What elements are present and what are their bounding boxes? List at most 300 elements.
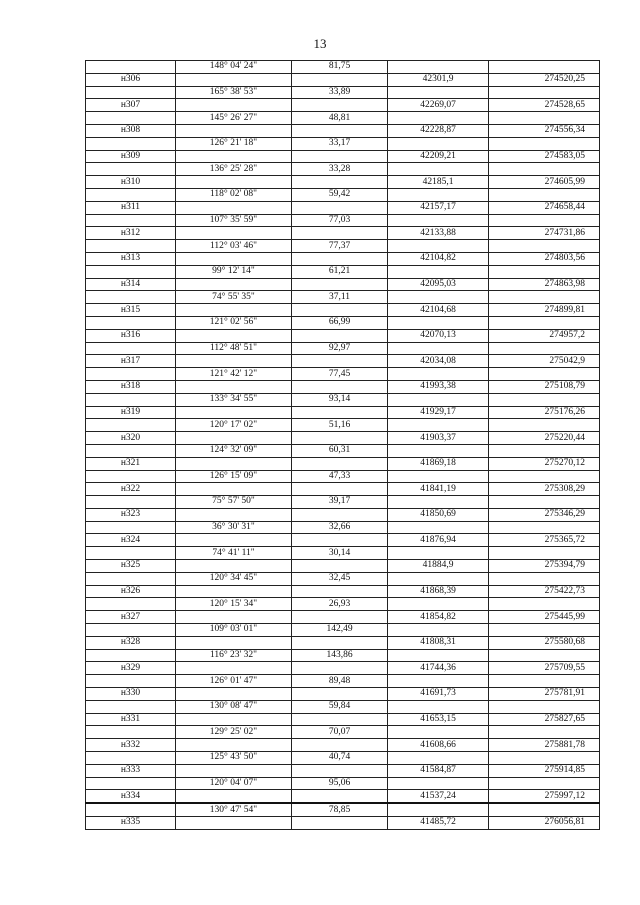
x-coordinate-cell: [388, 752, 489, 765]
point-number-cell: н333: [86, 764, 176, 777]
x-coordinate-cell: 41584,87: [388, 764, 489, 777]
table-row: [86, 240, 600, 253]
table-row: [86, 444, 600, 457]
distance-cell: [292, 688, 388, 701]
point-number-cell: [86, 265, 176, 278]
point-number-cell: [86, 291, 176, 304]
y-coordinate-cell: [489, 368, 600, 381]
point-number-cell: н313: [86, 252, 176, 265]
table-row: [86, 675, 600, 688]
table-row: [86, 572, 600, 585]
point-number-cell: н314: [86, 278, 176, 291]
distance-cell: [292, 764, 388, 777]
point-number-cell: [86, 444, 176, 457]
table-row: [86, 636, 600, 649]
x-coordinate-cell: [388, 393, 489, 406]
direction-angle-cell: [176, 201, 292, 214]
direction-angle-cell: 112° 48' 51": [176, 342, 292, 355]
y-coordinate-cell: [489, 547, 600, 560]
point-number-cell: н308: [86, 124, 176, 137]
y-coordinate-cell: 275422,73: [489, 585, 600, 598]
distance-cell: 40,74: [292, 752, 388, 765]
y-coordinate-cell: [489, 342, 600, 355]
x-coordinate-cell: 41744,36: [388, 662, 489, 675]
distance-cell: [292, 176, 388, 189]
distance-cell: 33,28: [292, 163, 388, 176]
table-row: [86, 99, 600, 112]
y-coordinate-cell: 276056,81: [489, 817, 600, 830]
distance-cell: [292, 739, 388, 752]
y-coordinate-cell: [489, 649, 600, 662]
direction-angle-cell: 120° 17' 02": [176, 419, 292, 432]
direction-angle-cell: [176, 304, 292, 317]
direction-angle-cell: 116° 23' 32": [176, 649, 292, 662]
point-number-cell: н325: [86, 560, 176, 573]
y-coordinate-cell: [489, 419, 600, 432]
distance-cell: 89,48: [292, 675, 388, 688]
table-row: [86, 393, 600, 406]
direction-angle-cell: 121° 02' 56": [176, 316, 292, 329]
table-row: [86, 252, 600, 265]
point-number-cell: [86, 624, 176, 637]
direction-angle-cell: [176, 817, 292, 830]
point-number-cell: [86, 803, 176, 816]
table-row: [86, 278, 600, 291]
x-coordinate-cell: [388, 470, 489, 483]
x-coordinate-cell: 42034,08: [388, 355, 489, 368]
table-row: [86, 752, 600, 765]
y-coordinate-cell: [489, 86, 600, 99]
direction-angle-cell: [176, 124, 292, 137]
distance-cell: 32,66: [292, 521, 388, 534]
x-coordinate-cell: [388, 265, 489, 278]
y-coordinate-cell: [489, 700, 600, 713]
direction-angle-cell: [176, 739, 292, 752]
table-row: [86, 342, 600, 355]
distance-cell: [292, 457, 388, 470]
table-row: [86, 150, 600, 163]
distance-cell: [292, 508, 388, 521]
x-coordinate-cell: [388, 368, 489, 381]
y-coordinate-cell: 274899,81: [489, 304, 600, 317]
distance-cell: 92,97: [292, 342, 388, 355]
distance-cell: 39,17: [292, 496, 388, 509]
direction-angle-cell: [176, 483, 292, 496]
distance-cell: [292, 713, 388, 726]
direction-angle-cell: 126° 01' 47": [176, 675, 292, 688]
x-coordinate-cell: [388, 624, 489, 637]
x-coordinate-cell: [388, 291, 489, 304]
distance-cell: 51,16: [292, 419, 388, 432]
y-coordinate-cell: [489, 726, 600, 739]
x-coordinate-cell: [388, 342, 489, 355]
distance-cell: 37,11: [292, 291, 388, 304]
y-coordinate-cell: [489, 240, 600, 253]
table-row: [86, 112, 600, 125]
y-coordinate-cell: [489, 316, 600, 329]
x-coordinate-cell: 41608,66: [388, 739, 489, 752]
table-row: [86, 214, 600, 227]
y-coordinate-cell: [489, 624, 600, 637]
direction-angle-cell: [176, 329, 292, 342]
y-coordinate-cell: [489, 291, 600, 304]
x-coordinate-cell: 41691,73: [388, 688, 489, 701]
point-number-cell: н306: [86, 73, 176, 86]
distance-cell: [292, 406, 388, 419]
x-coordinate-cell: [388, 777, 489, 790]
x-coordinate-cell: 41884,9: [388, 560, 489, 573]
distance-cell: [292, 252, 388, 265]
point-number-cell: [86, 188, 176, 201]
x-coordinate-cell: [388, 240, 489, 253]
y-coordinate-cell: [489, 777, 600, 790]
distance-cell: [292, 483, 388, 496]
y-coordinate-cell: 274658,44: [489, 201, 600, 214]
point-number-cell: н323: [86, 508, 176, 521]
x-coordinate-cell: [388, 163, 489, 176]
direction-angle-cell: [176, 252, 292, 265]
direction-angle-cell: [176, 636, 292, 649]
table-row: [86, 316, 600, 329]
point-number-cell: н310: [86, 176, 176, 189]
x-coordinate-cell: [388, 726, 489, 739]
direction-angle-cell: 74° 55' 35": [176, 291, 292, 304]
point-number-cell: [86, 675, 176, 688]
y-coordinate-cell: 274528,65: [489, 99, 600, 112]
x-coordinate-cell: [388, 521, 489, 534]
point-number-cell: [86, 752, 176, 765]
distance-cell: [292, 585, 388, 598]
direction-angle-cell: [176, 457, 292, 470]
table-row: [86, 585, 600, 598]
distance-cell: [292, 99, 388, 112]
table-row: [86, 291, 600, 304]
point-number-cell: [86, 86, 176, 99]
x-coordinate-cell: 41993,38: [388, 380, 489, 393]
direction-angle-cell: 130° 47' 54": [176, 803, 292, 816]
x-coordinate-cell: [388, 112, 489, 125]
table-row: [86, 432, 600, 445]
direction-angle-cell: [176, 560, 292, 573]
table-row: [86, 265, 600, 278]
x-coordinate-cell: 41868,39: [388, 585, 489, 598]
table-row: [86, 662, 600, 675]
table-row: [86, 611, 600, 624]
table-row: [86, 649, 600, 662]
y-coordinate-cell: 274520,25: [489, 73, 600, 86]
direction-angle-cell: [176, 508, 292, 521]
distance-cell: [292, 662, 388, 675]
coordinates-table: [85, 60, 600, 830]
point-number-cell: н316: [86, 329, 176, 342]
direction-angle-cell: [176, 73, 292, 86]
distance-cell: [292, 611, 388, 624]
direction-angle-cell: 165° 38' 53": [176, 86, 292, 99]
direction-angle-cell: [176, 713, 292, 726]
direction-angle-cell: 75° 57' 50": [176, 496, 292, 509]
direction-angle-cell: 126° 15' 09": [176, 470, 292, 483]
point-number-cell: н318: [86, 380, 176, 393]
y-coordinate-cell: [489, 675, 600, 688]
distance-cell: 59,42: [292, 188, 388, 201]
direction-angle-cell: 126° 21' 18": [176, 137, 292, 150]
x-coordinate-cell: 41876,94: [388, 534, 489, 547]
point-number-cell: [86, 368, 176, 381]
distance-cell: 26,93: [292, 598, 388, 611]
x-coordinate-cell: 41869,18: [388, 457, 489, 470]
point-number-cell: н334: [86, 790, 176, 803]
y-coordinate-cell: [489, 61, 600, 74]
point-number-cell: н319: [86, 406, 176, 419]
x-coordinate-cell: [388, 598, 489, 611]
y-coordinate-cell: 275709,55: [489, 662, 600, 675]
table-row: [86, 688, 600, 701]
point-number-cell: н324: [86, 534, 176, 547]
direction-angle-cell: [176, 150, 292, 163]
distance-cell: [292, 534, 388, 547]
table-row: [86, 624, 600, 637]
x-coordinate-cell: 41485,72: [388, 817, 489, 830]
direction-angle-cell: 121° 42' 12": [176, 368, 292, 381]
x-coordinate-cell: 42269,07: [388, 99, 489, 112]
point-number-cell: [86, 521, 176, 534]
table-row: [86, 124, 600, 137]
y-coordinate-cell: 275881,78: [489, 739, 600, 752]
direction-angle-cell: [176, 406, 292, 419]
point-number-cell: [86, 61, 176, 74]
direction-angle-cell: [176, 278, 292, 291]
x-coordinate-cell: [388, 61, 489, 74]
table-row: [86, 496, 600, 509]
x-coordinate-cell: [388, 444, 489, 457]
table-row: [86, 380, 600, 393]
y-coordinate-cell: [489, 112, 600, 125]
direction-angle-cell: 130° 08' 47": [176, 700, 292, 713]
y-coordinate-cell: 275270,12: [489, 457, 600, 470]
x-coordinate-cell: [388, 316, 489, 329]
y-coordinate-cell: 275914,85: [489, 764, 600, 777]
y-coordinate-cell: [489, 572, 600, 585]
point-number-cell: [86, 598, 176, 611]
point-number-cell: н307: [86, 99, 176, 112]
point-number-cell: н327: [86, 611, 176, 624]
direction-angle-cell: 120° 04' 07": [176, 777, 292, 790]
table-row: [86, 304, 600, 317]
distance-cell: [292, 304, 388, 317]
distance-cell: 70,07: [292, 726, 388, 739]
x-coordinate-cell: 42104,68: [388, 304, 489, 317]
direction-angle-cell: 99° 12' 14": [176, 265, 292, 278]
direction-angle-cell: 109° 03' 01": [176, 624, 292, 637]
distance-cell: [292, 227, 388, 240]
y-coordinate-cell: 275997,12: [489, 790, 600, 803]
x-coordinate-cell: 42157,17: [388, 201, 489, 214]
point-number-cell: [86, 393, 176, 406]
distance-cell: [292, 124, 388, 137]
x-coordinate-cell: [388, 419, 489, 432]
x-coordinate-cell: 42209,21: [388, 150, 489, 163]
distance-cell: 59,84: [292, 700, 388, 713]
table-row: [86, 764, 600, 777]
x-coordinate-cell: 41537,24: [388, 790, 489, 803]
direction-angle-cell: 120° 15' 34": [176, 598, 292, 611]
y-coordinate-cell: [489, 470, 600, 483]
y-coordinate-cell: 274583,05: [489, 150, 600, 163]
y-coordinate-cell: [489, 163, 600, 176]
distance-cell: 61,21: [292, 265, 388, 278]
direction-angle-cell: [176, 380, 292, 393]
y-coordinate-cell: [489, 752, 600, 765]
table-row: [86, 713, 600, 726]
point-number-cell: н322: [86, 483, 176, 496]
direction-angle-cell: [176, 534, 292, 547]
table-row: [86, 457, 600, 470]
distance-cell: [292, 329, 388, 342]
coordinates-table-body: [86, 61, 600, 830]
distance-cell: 78,85: [292, 803, 388, 816]
y-coordinate-cell: [489, 188, 600, 201]
distance-cell: [292, 790, 388, 803]
point-number-cell: [86, 240, 176, 253]
direction-angle-cell: 148° 04' 24": [176, 61, 292, 74]
x-coordinate-cell: [388, 572, 489, 585]
table-row: [86, 521, 600, 534]
direction-angle-cell: 133° 34' 55": [176, 393, 292, 406]
x-coordinate-cell: 41854,82: [388, 611, 489, 624]
distance-cell: 66,99: [292, 316, 388, 329]
table-row: [86, 700, 600, 713]
point-number-cell: [86, 112, 176, 125]
direction-angle-cell: 145° 26' 27": [176, 112, 292, 125]
table-row: [86, 61, 600, 74]
y-coordinate-cell: 275394,79: [489, 560, 600, 573]
point-number-cell: [86, 777, 176, 790]
y-coordinate-cell: 274605,99: [489, 176, 600, 189]
point-number-cell: н321: [86, 457, 176, 470]
point-number-cell: н317: [86, 355, 176, 368]
y-coordinate-cell: 275346,29: [489, 508, 600, 521]
point-number-cell: [86, 342, 176, 355]
table-row: [86, 547, 600, 560]
distance-cell: [292, 73, 388, 86]
point-number-cell: [86, 547, 176, 560]
point-number-cell: н329: [86, 662, 176, 675]
x-coordinate-cell: 41850,69: [388, 508, 489, 521]
point-number-cell: н332: [86, 739, 176, 752]
x-coordinate-cell: [388, 188, 489, 201]
distance-cell: [292, 278, 388, 291]
table-row: [86, 137, 600, 150]
x-coordinate-cell: 41808,31: [388, 636, 489, 649]
y-coordinate-cell: [489, 803, 600, 816]
table-row: [86, 86, 600, 99]
y-coordinate-cell: [489, 265, 600, 278]
x-coordinate-cell: [388, 214, 489, 227]
distance-cell: 33,17: [292, 137, 388, 150]
table-row: [86, 598, 600, 611]
x-coordinate-cell: 41903,37: [388, 432, 489, 445]
y-coordinate-cell: 275220,44: [489, 432, 600, 445]
distance-cell: 60,31: [292, 444, 388, 457]
x-coordinate-cell: 42301,9: [388, 73, 489, 86]
direction-angle-cell: [176, 99, 292, 112]
direction-angle-cell: 120° 34' 45": [176, 572, 292, 585]
table-row: [86, 201, 600, 214]
point-number-cell: [86, 137, 176, 150]
table-row: [86, 726, 600, 739]
point-number-cell: н335: [86, 817, 176, 830]
point-number-cell: н311: [86, 201, 176, 214]
distance-cell: [292, 380, 388, 393]
table-row: [86, 73, 600, 86]
distance-cell: 30,14: [292, 547, 388, 560]
distance-cell: 77,03: [292, 214, 388, 227]
table-row: [86, 483, 600, 496]
distance-cell: 33,89: [292, 86, 388, 99]
distance-cell: 81,75: [292, 61, 388, 74]
x-coordinate-cell: 41841,19: [388, 483, 489, 496]
point-number-cell: н331: [86, 713, 176, 726]
table-row: [86, 188, 600, 201]
point-number-cell: [86, 163, 176, 176]
table-row: [86, 817, 600, 830]
y-coordinate-cell: [489, 444, 600, 457]
x-coordinate-cell: [388, 496, 489, 509]
x-coordinate-cell: 42095,03: [388, 278, 489, 291]
y-coordinate-cell: [489, 214, 600, 227]
point-number-cell: [86, 496, 176, 509]
distance-cell: [292, 636, 388, 649]
direction-angle-cell: [176, 585, 292, 598]
distance-cell: [292, 150, 388, 163]
table-row: [86, 470, 600, 483]
table-row: [86, 176, 600, 189]
point-number-cell: н328: [86, 636, 176, 649]
point-number-cell: [86, 700, 176, 713]
table-row: [86, 355, 600, 368]
distance-cell: 32,45: [292, 572, 388, 585]
direction-angle-cell: 129° 25' 02": [176, 726, 292, 739]
x-coordinate-cell: [388, 700, 489, 713]
distance-cell: 77,45: [292, 368, 388, 381]
direction-angle-cell: [176, 432, 292, 445]
point-number-cell: н330: [86, 688, 176, 701]
y-coordinate-cell: 275827,65: [489, 713, 600, 726]
y-coordinate-cell: 274957,2: [489, 329, 600, 342]
y-coordinate-cell: 275580,68: [489, 636, 600, 649]
y-coordinate-cell: [489, 521, 600, 534]
direction-angle-cell: [176, 355, 292, 368]
x-coordinate-cell: 41929,17: [388, 406, 489, 419]
direction-angle-cell: 74° 41' 11": [176, 547, 292, 560]
table-row: [86, 560, 600, 573]
direction-angle-cell: 107° 35' 59": [176, 214, 292, 227]
y-coordinate-cell: 274803,56: [489, 252, 600, 265]
y-coordinate-cell: 275108,79: [489, 380, 600, 393]
table-row: [86, 508, 600, 521]
point-number-cell: [86, 316, 176, 329]
y-coordinate-cell: [489, 598, 600, 611]
point-number-cell: н326: [86, 585, 176, 598]
x-coordinate-cell: 42228,87: [388, 124, 489, 137]
distance-cell: 95,06: [292, 777, 388, 790]
distance-cell: [292, 817, 388, 830]
y-coordinate-cell: [489, 496, 600, 509]
direction-angle-cell: 36° 30' 31": [176, 521, 292, 534]
y-coordinate-cell: 275308,29: [489, 483, 600, 496]
x-coordinate-cell: [388, 137, 489, 150]
distance-cell: [292, 355, 388, 368]
